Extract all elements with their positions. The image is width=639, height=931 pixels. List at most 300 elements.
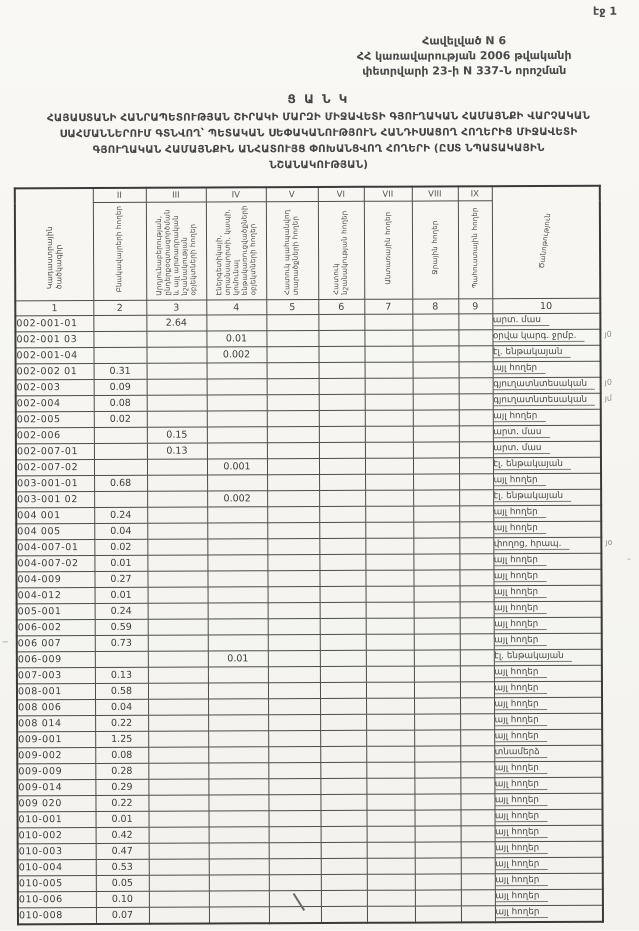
area-value-cell [269,826,321,842]
cadastral-code-cell: 008 006 [17,699,95,715]
area-value-cell [149,827,209,843]
area-value-cell [415,826,461,842]
note-text: այլ հողեր [494,571,546,582]
area-value-cell [207,379,267,395]
note-text: այլ հողեր [493,411,545,422]
area-value-cell [365,506,413,522]
note-cell [494,777,602,793]
area-value-cell [148,795,208,811]
column-number: 7 [364,299,412,314]
area-value-cell [320,762,366,778]
area-value-cell [413,506,459,522]
area-value-cell [415,874,461,890]
area-value-cell: 0.01 [206,331,266,347]
area-value-cell [461,890,495,906]
area-value-cell [319,426,365,442]
note-cell [494,713,602,729]
handwritten-margin-mark: յմ [604,393,612,403]
area-value-cell: 0.13 [147,443,207,459]
area-value-cell [94,491,147,507]
area-value-cell [267,411,319,427]
area-value-cell [414,730,460,746]
area-value-cell [367,906,415,923]
note-cell [493,361,601,377]
area-value-cell [321,906,367,923]
area-value-cell [414,682,460,698]
cadastral-code-cell: 009-001 [17,731,95,747]
note-cell [493,425,601,441]
area-value-cell [366,698,414,714]
note-text: այլ հողեր [495,811,547,822]
area-value-cell [460,762,494,778]
column-number: 4 [206,300,266,315]
area-value-cell [206,315,266,331]
area-value-cell [412,314,458,330]
note-cell [494,793,602,809]
note-text: այլ հողեր [494,475,546,486]
area-value-cell [148,731,208,747]
column-roman-numeral: III [146,187,206,202]
column-label-text: Ջրային հողեր [430,220,439,276]
area-value-cell [208,587,268,603]
header-notes-label: Ծանոթություն [538,212,553,270]
cadastral-code-cell: 004-007-02 [16,555,94,571]
note-text: այլ հողեր [494,523,546,534]
cadastral-code-cell: 009 020 [17,795,95,811]
area-value-cell [460,698,494,714]
area-value-cell [413,378,459,394]
area-value-cell [268,619,320,635]
cadastral-code-cell: 002-003 [16,379,94,395]
column-number: 5 [266,300,318,315]
area-value-cell: 0.42 [96,827,149,843]
column-label [458,201,492,299]
area-value-cell [319,378,365,394]
note-cell [493,377,601,393]
area-value-cell [414,666,460,682]
area-value-cell [458,314,492,330]
area-value-cell: 0.08 [95,747,148,763]
cadastral-code-cell: 002-004 [16,395,94,411]
note-text: արտ. մաս [493,442,549,453]
area-value-cell [319,490,365,506]
area-value-cell: 0.01 [94,555,147,571]
area-value-cell [147,379,207,395]
area-value-cell [267,475,319,491]
area-value-cell [460,778,494,794]
note-text: էլ. ենթակայան [494,490,571,501]
area-value-cell [413,490,459,506]
area-value-cell [415,810,461,826]
note-cell [495,905,603,922]
area-value-cell [460,730,494,746]
cadastral-code-cell: 010-004 [18,859,96,875]
note-text: այլ հողեր [494,587,546,598]
area-value-cell [267,539,319,555]
note-text: էլ. ենթակայան [493,458,570,469]
area-value-cell [319,442,365,458]
column-label [412,201,458,299]
area-value-cell [415,842,461,858]
area-value-cell [94,459,147,475]
note-text: այլ հողեր [495,843,547,854]
area-value-cell [149,859,209,875]
area-value-cell [320,746,366,762]
area-value-cell [367,842,415,858]
area-value-cell [208,683,268,699]
area-value-cell [366,682,414,698]
note-text: այլ հողեր [494,667,546,678]
area-value-cell [209,907,269,924]
area-value-cell [365,362,413,378]
title-line: ԳՅՈՒՂԱԿԱՆ ՀԱՄԱՅՆՔԻՆ ԱՆՀԱՏՈՒՅՑ ՓՈԽԱՆՑՎՈՂ ՀՈՂԵՐԻ (ԸՍՏ ՆՊԱՏԱԿԱՅԻՆ [92,142,545,156]
header-cadastral-code [15,188,93,301]
note-text: այլ հողեր [495,907,547,918]
area-value-cell [208,779,268,795]
area-value-cell [365,538,413,554]
column-label-text: Բնակավայրերի հողեր [115,206,124,293]
area-value-cell [459,458,493,474]
area-value-cell [147,507,207,523]
area-value-cell [321,842,367,858]
area-value-cell [365,426,413,442]
area-value-cell [268,667,320,683]
area-value-cell [320,682,366,698]
area-value-cell: 0.04 [95,699,148,715]
area-value-cell [414,714,460,730]
note-cell [494,729,602,745]
column-label-text: Արդյունաբերության, ընդերքօգտագործման և այլ արտադրական նշանակության օբյեկտների հողեր [154,208,198,296]
cadastral-code-cell: 003-001 02 [16,491,94,507]
cadastral-code-cell: 008 014 [17,715,95,731]
note-cell [493,489,601,505]
area-value-cell [207,443,267,459]
area-value-cell [268,730,320,746]
note-text: այլ հողեր [495,731,547,742]
area-value-cell [413,474,459,490]
cadastral-code-cell: 010-001 [18,811,96,827]
area-value-cell [268,651,320,667]
area-value-cell [148,779,208,795]
area-value-cell [209,891,269,907]
area-value-cell [148,667,208,683]
area-value-cell [366,666,414,682]
table-row [18,905,603,924]
area-value-cell [413,554,459,570]
area-value-cell: 0.13 [95,667,148,683]
title-line: ՍԱՀՄԱՆՆԵՐՈՒՄ ԳՏՆՎՈՂ՝ ՊԵՏԱԿԱՆ ՍԵՓԱԿԱՆՈՒԹՅՈՒՆ ՀԱՆԴԻՍԱՑՈՂ ՀՈՂԵՐԻՑ ՄԻՋԱՎԵՏԻ [59,125,578,141]
handwritten-margin-mark: յ0 [604,377,612,387]
area-value-cell [366,586,414,602]
area-value-cell [147,555,207,571]
note-text: այլ հողեր [494,507,546,518]
area-value-cell [413,442,459,458]
cadastral-code-cell: 002-006 [16,427,94,443]
cadastral-code-cell: 004-012 [17,587,95,603]
area-value-cell [320,586,366,602]
area-value-cell [321,858,367,874]
area-value-cell [461,858,495,874]
area-value-cell [267,571,319,587]
column-number: 8 [412,299,458,314]
area-value-cell [413,426,459,442]
area-value-cell [268,794,320,810]
handwritten-margin-mark: յօ [605,537,613,547]
area-value-cell: 0.53 [96,859,149,875]
area-value-cell [94,443,147,459]
cadastral-code-cell: 004 005 [16,523,94,539]
cadastral-code-cell: 010-003 [18,843,96,859]
area-value-cell [460,618,494,634]
note-cell [495,873,603,889]
cadastral-code-cell: 006 007 [17,635,95,651]
note-cell [494,681,602,697]
column-roman-numeral: IV [206,187,266,202]
note-text: այլ հողեր [495,763,547,774]
title-line: ՆՇԱՆԱԿՈՒԹՅԱՆ) [269,158,369,172]
area-value-cell [319,554,365,570]
area-value-cell [414,634,460,650]
area-value-cell [366,794,414,810]
area-value-cell [414,746,460,762]
area-value-cell [365,490,413,506]
area-value-cell [321,874,367,890]
note-text: արտ. մաս [493,314,549,325]
note-text: այլ հողեր [495,875,547,886]
page-number: էջ 1 [592,4,618,18]
area-value-cell [267,363,319,379]
area-value-cell [268,603,320,619]
area-value-cell [321,890,367,906]
area-value-cell: 0.68 [94,475,147,491]
note-cell [493,409,601,425]
area-value-cell [149,907,209,924]
note-cell [493,521,601,537]
cadastral-code-cell: 009-009 [17,763,95,779]
cadastral-code-cell: 002-007-02 [16,459,94,475]
note-text: այլ հողեր [494,635,546,646]
cadastral-code-cell: 005-001 [17,603,95,619]
area-value-cell [321,826,367,842]
cadastral-code-cell: 010-005 [18,875,96,891]
area-value-cell [147,363,207,379]
area-value-cell [267,555,319,571]
cadastral-code-cell: 003-001-01 [16,475,94,491]
area-value-cell [319,410,365,426]
area-value-cell [365,378,413,394]
area-value-cell [148,763,208,779]
area-value-cell [320,650,366,666]
column-label [206,202,266,300]
area-value-cell [269,906,321,923]
note-cell [493,473,601,489]
note-cell [494,649,602,665]
area-value-cell [367,890,415,906]
handwritten-margin-mark: յ0 [604,329,612,339]
cadastral-code-cell: 002-005 [16,411,94,427]
area-value-cell [209,875,269,891]
area-value-cell [319,362,365,378]
area-value-cell [461,842,495,858]
area-value-cell [320,794,366,810]
area-value-cell [208,763,268,779]
note-cell [495,889,603,905]
area-value-cell: 0.31 [94,363,147,379]
area-value-cell [415,858,461,874]
document-title [12,91,624,175]
area-value-cell [208,619,268,635]
area-value-cell [320,778,366,794]
area-value-cell [266,347,318,363]
area-value-cell [458,346,492,362]
title-heading: Ց Ա Ն Կ [287,91,350,107]
area-value-cell [365,442,413,458]
area-value-cell [149,843,209,859]
note-cell [494,697,602,713]
area-value-cell [267,427,319,443]
column-label [318,201,364,299]
area-value-cell [460,650,494,666]
area-value-cell: 0.58 [95,683,148,699]
area-value-cell [415,890,461,906]
area-value-cell [207,395,267,411]
area-value-cell [319,506,365,522]
area-value-cell: 1.25 [95,731,148,747]
note-cell [494,665,602,681]
area-value-cell [269,874,321,890]
area-value-cell [413,394,459,410]
column-number: 1 [15,300,93,315]
area-value-cell [320,714,366,730]
note-cell [493,393,601,409]
area-value-cell [318,314,364,330]
area-value-cell [459,394,493,410]
column-label [146,202,206,300]
area-value-cell [319,474,365,490]
area-value-cell: 0.001 [207,459,267,475]
cadastral-code-cell: 004-009 [16,571,94,587]
area-value-cell [267,523,319,539]
area-value-cell [364,330,412,346]
note-text: այլ հողեր [493,363,545,374]
area-value-cell [148,619,208,635]
area-value-cell: 0.002 [207,491,267,507]
area-value-cell [459,522,493,538]
area-value-cell: 0.05 [96,875,149,891]
scan-artifact [627,559,630,560]
area-value-cell [460,602,494,618]
note-text: էլ. ենթակայան [493,346,570,357]
area-value-cell: 0.24 [94,507,147,523]
area-value-cell [459,538,493,554]
area-value-cell [208,699,268,715]
area-value-cell [269,858,321,874]
area-value-cell [365,474,413,490]
area-value-cell [147,459,207,475]
roman-numeral-row [15,186,600,203]
column-label-text: Անտառային հողեր [383,211,392,285]
area-value-cell [414,698,460,714]
area-value-cell [149,811,209,827]
area-value-cell [208,731,268,747]
cadastral-code-cell: 002-001-01 [15,315,93,331]
note-cell [494,761,602,777]
area-value-cell [93,315,146,331]
area-value-cell [147,571,207,587]
area-value-cell: 0.28 [95,763,148,779]
area-value-cell: 0.15 [147,427,207,443]
area-value-cell [413,570,459,586]
cadastral-code-cell: 010-006 [18,891,96,907]
area-value-cell [459,410,493,426]
area-value-cell [147,395,207,411]
area-value-cell [365,554,413,570]
title-line: ՀԱՅԱՍՏԱՆԻ ՀԱՆՐԱՊԵՏՈՒԹՅԱՆ ՇԻՐԱԿԻ ՄԱՐԶԻ ՄԻՋԱՎԵՏԻ ԳՅՈՒՂԱԿԱՆ ՀԱՄԱՅՆՔԻ ՎԱՐՉԱԿԱՆ [46,109,591,125]
column-label-text: Հատուկ պահպանվող տարածքների հողեր [283,209,301,295]
cadastral-code-cell: 002-001 03 [15,331,93,347]
area-value-cell [319,458,365,474]
area-value-cell [319,570,365,586]
area-value-cell [367,810,415,826]
cadastral-code-cell: 006-002 [17,619,95,635]
area-value-cell [266,315,318,331]
cadastral-code-cell: 010-008 [18,907,96,924]
column-number: 6 [318,299,364,314]
area-value-cell [459,442,493,458]
area-value-cell: 0.02 [94,539,147,555]
area-value-cell [208,635,268,651]
area-value-cell [321,810,367,826]
note-text: էլ. ենթակայան [494,650,571,661]
area-value-cell [366,730,414,746]
area-value-cell: 0.02 [94,411,147,427]
table-body [15,313,603,924]
area-value-cell [413,538,459,554]
area-value-cell [207,507,267,523]
cadastral-code-cell: 004 001 [16,507,94,523]
area-value-cell [208,667,268,683]
area-value-cell [365,522,413,538]
area-value-cell [459,362,493,378]
area-value-cell [148,683,208,699]
area-value-cell [414,762,460,778]
column-number: 3 [146,300,206,315]
cadastral-code-cell: 002-001-04 [15,347,93,363]
area-value-cell [268,635,320,651]
area-value-cell [147,523,207,539]
area-value-cell: 0.01 [96,811,149,827]
note-text: այլ հողեր [495,715,547,726]
area-value-cell [268,714,320,730]
area-value-cell [415,906,461,923]
area-value-cell [459,490,493,506]
area-value-cell: 0.24 [95,603,148,619]
area-value-cell [460,794,494,810]
area-value-cell [269,842,321,858]
scan-artifact [3,641,8,642]
area-value-cell [459,570,493,586]
area-value-cell [208,715,268,731]
note-cell [493,537,601,553]
column-number: 2 [93,300,146,315]
area-value-cell: 0.47 [96,843,149,859]
note-cell [494,617,602,633]
area-value-cell [461,826,495,842]
note-cell [494,633,602,649]
cadastral-code-cell: 006-009 [17,651,95,667]
area-value-cell [461,810,495,826]
note-text: տնամերձ [495,747,548,758]
